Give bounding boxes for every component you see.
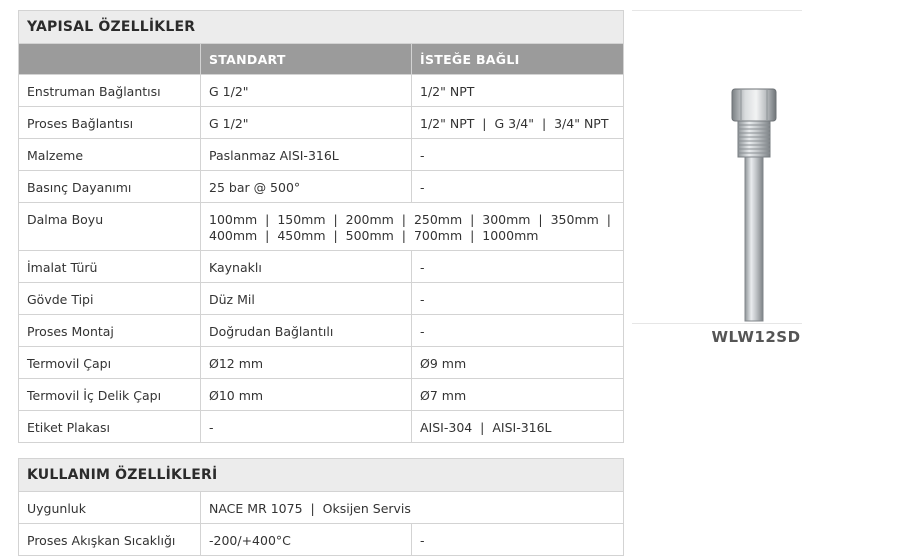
table-row: [19, 203, 624, 251]
row-standard: Doğrudan Bağlantılı: [201, 315, 412, 347]
table-row: [19, 524, 624, 556]
row-label: Basınç Dayanımı: [19, 171, 201, 203]
column-header-optional: İSTEĞE BAĞLI: [412, 44, 624, 75]
row-label: Termovil Çapı: [19, 347, 201, 379]
product-image: [632, 10, 802, 324]
row-label: Uygunluk: [19, 492, 201, 524]
row-optional: AISI-304 | AISI-316L: [412, 411, 624, 443]
table-row: [19, 379, 624, 411]
row-merged-value: 100mm | 150mm | 200mm | 250mm | 300mm | 350mm | 400mm | 450mm | 500mm | 700mm | 1000mm: [201, 203, 624, 251]
table-row: [19, 251, 624, 283]
row-optional: 1/2" NPT: [412, 75, 624, 107]
structural-specs-table: [18, 10, 624, 443]
usage-specs-table: [18, 458, 624, 556]
section-title: YAPISAL ÖZELLİKLER: [19, 11, 624, 44]
product-name: WLW12SD: [711, 328, 801, 346]
section-title: KULLANIM ÖZELLİKLERİ: [19, 459, 624, 492]
row-optional: -: [412, 524, 624, 556]
row-label: Proses Bağlantısı: [19, 107, 201, 139]
table-row: [19, 283, 624, 315]
row-optional: -: [412, 171, 624, 203]
row-optional: -: [412, 283, 624, 315]
table-row: [19, 315, 624, 347]
row-label: Enstruman Bağlantısı: [19, 75, 201, 107]
row-optional: -: [412, 139, 624, 171]
row-label: Proses Akışkan Sıcaklığı: [19, 524, 201, 556]
row-label: Termovil İç Delik Çapı: [19, 379, 201, 411]
row-label: Gövde Tipi: [19, 283, 201, 315]
row-standard: -200/+400°C: [201, 524, 412, 556]
table-row: [19, 171, 624, 203]
row-standard: Ø12 mm: [201, 347, 412, 379]
row-label: Malzeme: [19, 139, 201, 171]
row-label: Dalma Boyu: [19, 203, 201, 251]
row-optional: -: [412, 315, 624, 347]
table-row: [19, 107, 624, 139]
row-standard: G 1/2": [201, 75, 412, 107]
row-label: İmalat Türü: [19, 251, 201, 283]
column-header-empty: [19, 44, 201, 75]
table-row: [19, 492, 624, 524]
table-row: [19, 411, 624, 443]
row-standard: G 1/2": [201, 107, 412, 139]
row-standard: Düz Mil: [201, 283, 412, 315]
table-row: [19, 139, 624, 171]
row-label: Etiket Plakası: [19, 411, 201, 443]
row-standard: -: [201, 411, 412, 443]
row-optional: Ø9 mm: [412, 347, 624, 379]
row-merged-value: NACE MR 1075 | Oksijen Servis: [201, 492, 624, 524]
row-optional: Ø7 mm: [412, 379, 624, 411]
table-header-row: [19, 44, 624, 75]
row-standard: Ø10 mm: [201, 379, 412, 411]
column-header-standard: STANDART: [201, 44, 412, 75]
row-standard: 25 bar @ 500°: [201, 171, 412, 203]
table-row: [19, 347, 624, 379]
row-label: Proses Montaj: [19, 315, 201, 347]
row-standard: Kaynaklı: [201, 251, 412, 283]
row-standard: Paslanmaz AISI-316L: [201, 139, 412, 171]
row-optional: -: [412, 251, 624, 283]
table-row: [19, 75, 624, 107]
row-optional: 1/2" NPT | G 3/4" | 3/4" NPT: [412, 107, 624, 139]
thermowell-icon: [632, 11, 802, 323]
